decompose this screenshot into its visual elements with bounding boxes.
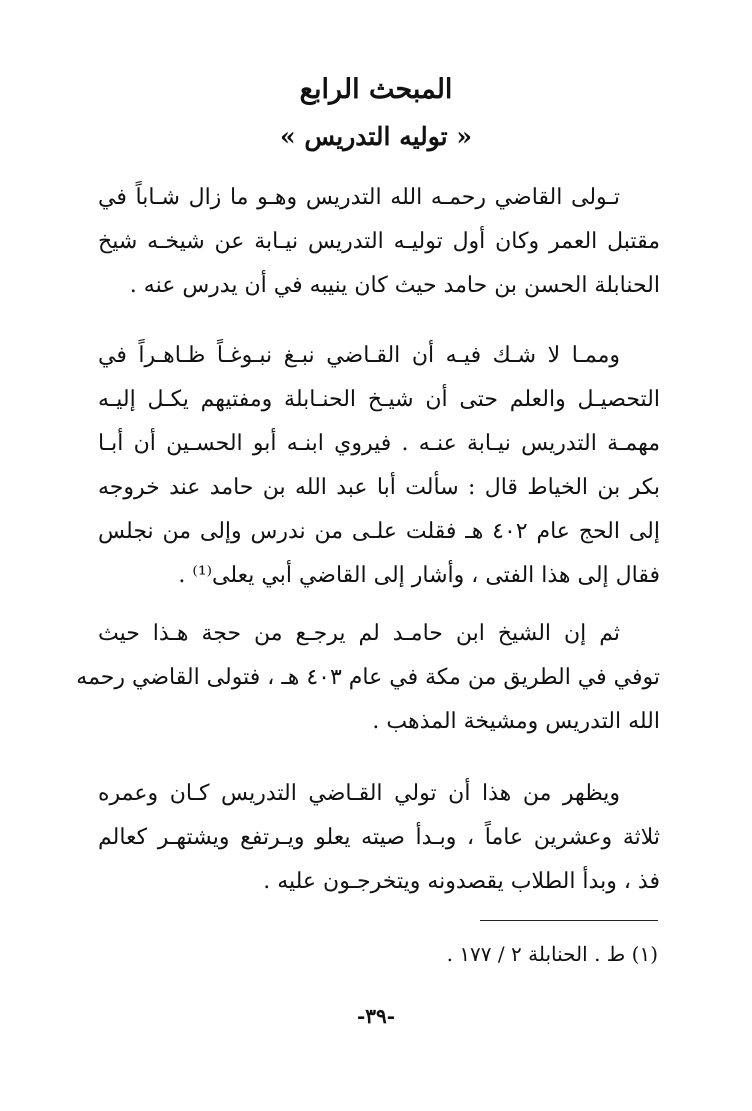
paragraph-2	[98, 334, 660, 598]
paragraph-4	[98, 772, 660, 904]
paragraph-3	[76, 612, 660, 744]
section-title: المبحث الرابع	[299, 74, 453, 105]
paragraph-line: مهمـة التدريس نيـابة عنـه . فيروي ابنـه أبو الحسـين أن أبـا	[98, 431, 660, 456]
paragraph-line: الحنابلة الحسن بن حامد حيث كان ينيبه في أن يدرس عنه .	[129, 273, 660, 298]
paragraph-line: توفي في الطريق من مكة في عام ٤٠٣ هـ ، فتولى القاضي رحمه	[76, 665, 660, 690]
section-subtitle: « توليه التدريس »	[280, 122, 472, 151]
paragraph-line: مقتبل العمر وكان أول توليـه التدريس نيـابة عن شيخـه شيخ	[98, 229, 660, 254]
paragraph-line: فقال إلى هذا الفتى ، وأشار إلى القاضي أبي يعلى⁽¹⁾ .	[178, 563, 660, 588]
paragraph-line: فذ ، وبدأ الطلاب يقصدونه ويتخرجـون عليه .	[263, 869, 660, 894]
paragraph-line: تـولى القاضي رحمـه الله التدريس وهـو ما زال شـاباً في	[98, 185, 620, 210]
footnote-divider	[480, 920, 658, 921]
paragraph-line: التحصيـل والعلم حتى أن شيـخ الحنـابلة ومفتيهم يكـل إليـه	[98, 387, 660, 412]
paragraph-line: بكر بن الخياط قال : سألت أبا عبد الله بن حامد عند خروجه	[98, 475, 660, 500]
paragraph-line: الله التدريس ومشيخة المذهب .	[372, 709, 660, 734]
paragraph-line: إلى الحج عام ٤٠٢ هـ فقلت علـى من ندرس وإلى من نجلس	[98, 519, 660, 544]
paragraph-1	[98, 176, 660, 308]
paragraph-line: وممـا لا شـك فيـه أن القـاضي نبـغ نبـوغـاً ظـاهـراً في	[98, 343, 621, 368]
paragraph-line: ويظهر من هذا أن تولي القـاضي التدريس كـان وعمره	[98, 781, 620, 806]
paragraph-line: ثلاثة وعشرين عاماً ، وبـدأ صيته يعلو ويـرتفع ويشتهـر كعالم	[98, 825, 660, 850]
page-number: -٣٩-	[356, 1004, 396, 1028]
footnote: (١) ط . الحنابلة ٢ / ١٧٧ .	[446, 942, 658, 966]
paragraph-line: ثم إن الشيخ ابن حامـد لم يرجـع من حجة هـذا حيث	[98, 621, 621, 646]
